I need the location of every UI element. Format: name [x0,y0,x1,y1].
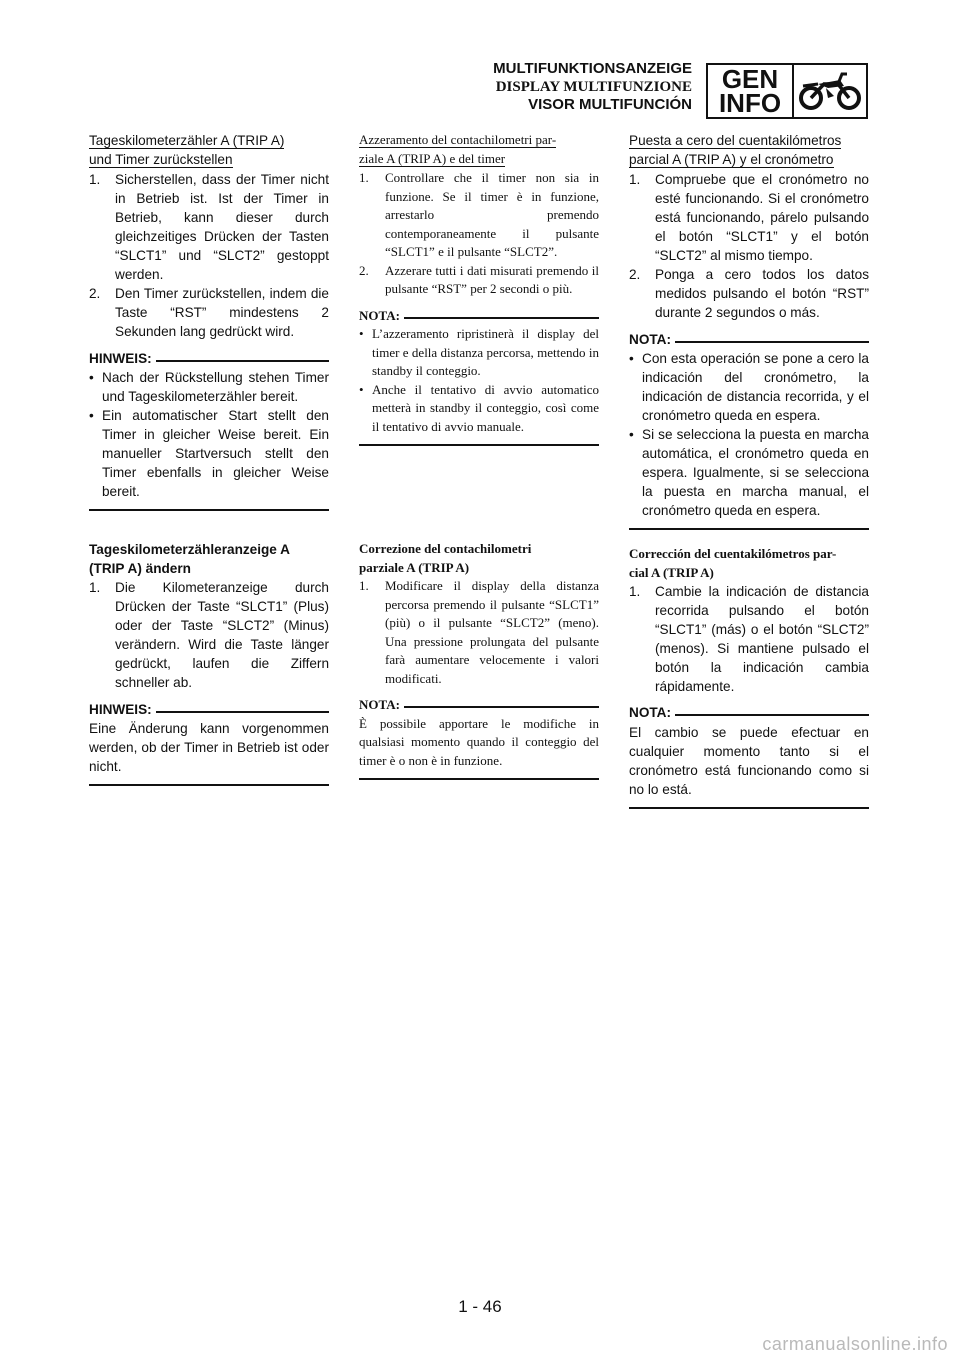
de-change-note-label: HINWEIS: [89,700,329,719]
es-reset-heading: Puesta a cero del cuentakilómetros parcial A (TRIP A) y el cronómetro [629,133,842,167]
list-item: 1. Cambie la indicación de distancia recorrida pulsando el botón “SLCT1” (más) o el botón “SLCT2” (menos). Si mantiene pulsado el botón la indicación cambia rápidamente. [629,584,869,694]
badge-text [708,65,794,117]
de-section-change [89,540,329,786]
header-title-it: DISPLAY MULTIFUNZIONE [495,79,692,95]
it-reset-note-label: NOTA: [359,307,599,326]
badge-line2: INFO [718,88,782,118]
badge-line1: GEN [721,64,779,94]
list-item: 1. Controllare che il timer non sia in funzione. Se il timer è in funzione, arrestarlo premendo contemporaneamente il pulsante “SLCT1” e il pulsante “SLCT2”. [359,170,599,259]
page-number: 1 - 46 [458,1297,502,1316]
es-reset-note-list [629,349,869,520]
es-section-reset [629,131,869,530]
header-title-es: VISOR MULTIFUNCIÓN [528,96,692,113]
list-item: • Anche il tentativo di avvio automatico metterà in standby il conteggio, così come il tentativo di avvio manuale. [359,381,599,437]
divider [89,784,329,786]
list-item: • Nach der Rückstellung stehen Timer und Tageskilometerzähler bereit. [89,368,329,406]
it-reset-note-list [359,325,599,436]
de-change-heading: Tageskilometerzähleranzeige A (TRIP A) ändern [89,542,290,576]
es-change-steps [629,582,869,696]
motorcycle-icon [794,65,866,117]
page-header-titles [493,60,692,114]
de-reset-heading: Tageskilometerzähler A (TRIP A) und Timer zurückstellen [89,133,285,167]
list-item: 1. Die Kilometeranzeige durch Drücken der Taste “SLCT1” (Plus) oder der Taste “SLCT2” (Minus) verändern. Wird die Taste länger gedrückt, laufen die Ziffern schneller ab. [89,580,329,690]
it-change-note-text: È possibile apportare le modifiche in qualsiasi momento quando il conteggio del timer è o non è in funzione. [359,715,599,768]
es-section-change [629,545,869,809]
es-change-note-label: NOTA: [629,704,869,723]
list-item: • Ein automatischer Start stellt den Timer in gleicher Weise bereit. Ein manueller Startversuch stellt den Timer ebenfalls in gleicher Weise bereit. [89,406,329,501]
list-item: 2. Azzerare tutti i dati misurati premendo il pulsante “RST” per 2 secondi o più. [359,262,599,296]
it-change-note-label: NOTA: [359,696,599,715]
list-item: 2. Den Timer zurückstellen, indem die Taste “RST” mindestens 2 Sekunden lang gedrückt wird. [89,286,329,339]
es-reset-steps [629,170,869,322]
es-change-heading: Corrección del cuentakilómetros par- cial A (TRIP A) [629,546,837,580]
watermark: carmanualsonline.info [762,1334,948,1354]
es-reset-note-label: NOTA: [629,330,869,349]
it-reset-steps [359,169,599,299]
de-reset-steps [89,170,329,341]
divider [359,778,599,780]
it-section-reset [359,131,599,446]
list-item: 1. Modificare il display della distanza percorsa premendo il pulsante “SLCT1” (più) o il pulsante “SLCT2” (meno). Una pressione prolungata del pulsante farà aumentare velocemente i valori modificati. [359,578,599,686]
list-item: • Si se selecciona la puesta en marcha automática, el cronómetro queda en espera. Igualmente, si se selecciona la puesta en marcha manual, el cronómetro queda en espera. [629,425,869,520]
gen-info-badge [706,63,868,119]
divider [629,807,869,809]
divider [629,528,869,530]
de-section-reset [89,131,329,511]
it-reset-heading: Azzeramento del contachilometri par- ziale A (TRIP A) e del timer [359,132,557,166]
de-change-steps [89,578,329,692]
de-change-note-text: Eine Änderung kann vorgenommen werden, ob der Timer in Betrieb ist oder nicht. [89,721,329,774]
header-title-de: MULTIFUNKTIONSANZEIGE [493,60,692,77]
list-item: 1. Sicherstellen, dass der Timer nicht in Betrieb ist. Ist der Timer in Betrieb, kann dieser durch gleichzeitiges Drücken der Tasten “SLCT1” und “SLCT2” gestoppt werden. [89,172,329,282]
it-change-heading: Correzione del contachilometri parziale A (TRIP A) [359,541,532,575]
it-change-steps [359,577,599,688]
list-item: • L’azzeramento ripristinerà il display del timer e della distanza percorsa, mettendo in standby il conteggio. [359,325,599,381]
divider [359,444,599,446]
it-section-change [359,540,599,780]
list-item: 2. Ponga a cero todos los datos medidos pulsando el botón “RST” durante 2 segundos o más. [629,267,869,320]
list-item: 1. Compruebe que el cronómetro no esté funcionando. Si el cronómetro está funcionando, párelo pulsando el botón “SLCT1” y el botón “SLCT2” al mismo tiempo. [629,172,869,263]
de-reset-note-list [89,368,329,501]
list-item: • Con esta operación se pone a cero la indicación del cronómetro, la indicación de distancia recorrida, y el cronómetro queda en espera. [629,349,869,425]
es-change-note-text: El cambio se puede efectuar en cualquier momento tanto si el cronómetro está funcionando como si no lo está. [629,724,869,797]
divider [89,509,329,511]
de-reset-note-label: HINWEIS: [89,349,329,368]
